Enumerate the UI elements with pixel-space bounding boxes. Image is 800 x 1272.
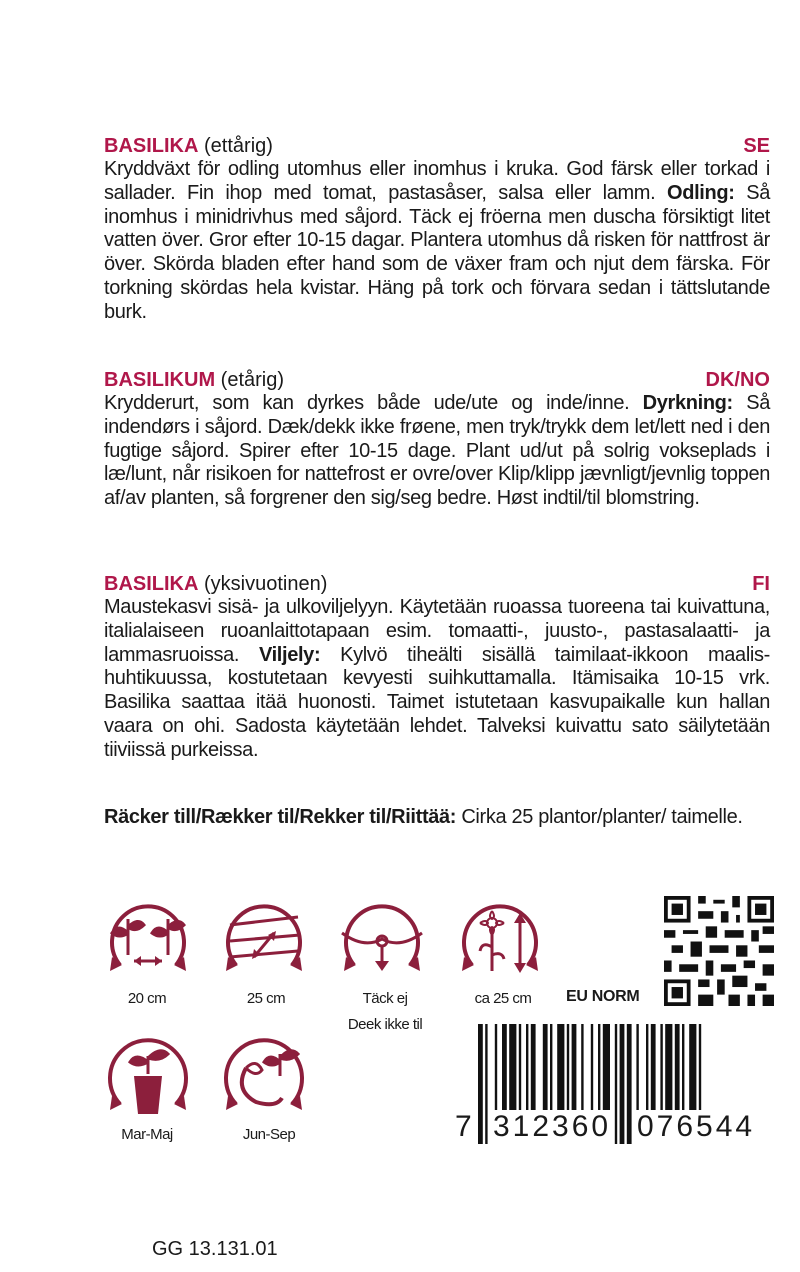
section-text	[104, 158, 770, 325]
yield-value: Cirka 25 plantor/planter/ taimelle.	[461, 806, 743, 828]
language-code: DK/NO	[705, 369, 770, 391]
yield-text	[104, 806, 770, 830]
spacing-label: 20 cm	[127, 990, 167, 1007]
cultivation-label: Viljely:	[258, 643, 321, 666]
section-fi	[104, 572, 770, 763]
harvest-time-label: Jun-Sep	[242, 1126, 296, 1143]
plant-type: (yksivuotinen)	[204, 573, 328, 595]
plant-spacing-icon	[100, 895, 196, 985]
intro-text: Krydderurt, som kan dyrkes både ude/ute og inde/inne.	[104, 392, 630, 414]
sowing-time-label: Mar-Maj	[121, 1126, 173, 1143]
section-header	[104, 572, 770, 596]
cultivation-text: Så inomhus i minidrivhus med såjord. Täck ej fröerna men duscha försiktigt litet vatten över. Gror efter 10-15 dagar. Plantera utomhus då risken för nattfrost är över. Skörda bladen efter hand som de växer fram och njut dem färska. För torkning skördas hela kvistar. Häng på tork och förvara sedan i tättslutande burk.	[104, 181, 770, 323]
intro-text: Maustekasvi sisä- ja ulkoviljelyyn. Käytetään ruoassa tuoreena tai kuivattuna, italialaiseen ruoanlaittotapaan esim. tomaatti-, juusto-, pastasalaatti- ja lammasruoissa.	[104, 596, 770, 666]
section-se	[104, 134, 770, 325]
row-spacing-label: 25 cm	[246, 990, 286, 1007]
yield-label: Räcker till/Rækker til/Rekker til/Riittää:	[104, 806, 457, 828]
barcode-bar	[620, 1024, 625, 1144]
section-text	[104, 596, 770, 763]
plant-name: BASILIKUM	[104, 369, 216, 391]
cultivation-label: Dyrkning:	[642, 392, 733, 414]
barcode-first-digit: 7	[452, 1110, 475, 1144]
yield-info	[104, 806, 770, 830]
cover-label-dk: Deek ikke til	[347, 1016, 423, 1033]
sowing-time-icon	[100, 1028, 196, 1124]
barcode-bar	[485, 1024, 487, 1144]
barcode-bar	[478, 1024, 483, 1144]
do-not-cover-seeds-icon	[334, 895, 430, 985]
section-dkno	[104, 368, 770, 511]
language-code: SE	[743, 135, 770, 157]
product-code: GG 13.131.01	[152, 1238, 278, 1260]
cover-label-se: Täck ej	[362, 990, 408, 1007]
plant-name: BASILIKA	[104, 573, 199, 595]
section-header	[104, 134, 770, 158]
cultivation-text: Kylvö tiheälti sisällä taimilaat-ikkoon maalis-huhtikuussa, kostutetaan kevyesti suihkuttamalla. Itämisaika 10-15 vrk. Basilika saattaa itää huonosti. Taimet istutetaan kasvupaikalle kun hallan vaara on ohi. Sadosta käytetään lehdet. Talveksi kuivattu sato säilytetään tiiviissä purkeissa.	[104, 643, 770, 761]
eu-norm-label: EU NORM	[566, 988, 640, 1005]
height-label: ca 25 cm	[474, 990, 532, 1007]
plant-type: (etårig)	[220, 369, 285, 391]
plant-name: BASILIKA	[104, 135, 199, 157]
plant-type: (ettårig)	[204, 135, 273, 157]
intro-text: Kryddväxt för odling utomhus eller inomhus i kruka. God färsk eller torkad i sallader. Fin ihop med tomat, pastasåser, salsa eller lamm.	[104, 158, 770, 204]
barcode-left-digits: 312360	[490, 1110, 614, 1144]
harvest-time-icon	[216, 1028, 312, 1124]
section-text	[104, 392, 770, 511]
barcode-right-digits: 076544	[634, 1110, 758, 1144]
qr-code-icon	[664, 896, 774, 1006]
barcode-bar	[615, 1024, 617, 1144]
section-header	[104, 368, 770, 392]
row-spacing-icon	[216, 895, 312, 985]
plant-height-icon	[452, 895, 548, 985]
cultivation-label: Odling:	[667, 181, 735, 204]
language-code: FI	[752, 573, 770, 595]
barcode-bar	[627, 1024, 632, 1144]
cultivation-text: Så indendørs i såjord. Dæk/dekk ikke frøene, men tryk/trykk dem let/lett ned i den fugtige såjord. Spirer efter 10-15 dage. Plant ud/ut på solrig vokseplads i læ/lunt, når risikoen for nattefrost er ovre/over Klip/klipp jævnligt/jevnlig toppen af/av planten, så forgrener den sig/seg bedre. Høst indtil/til blomstring.	[104, 392, 770, 510]
